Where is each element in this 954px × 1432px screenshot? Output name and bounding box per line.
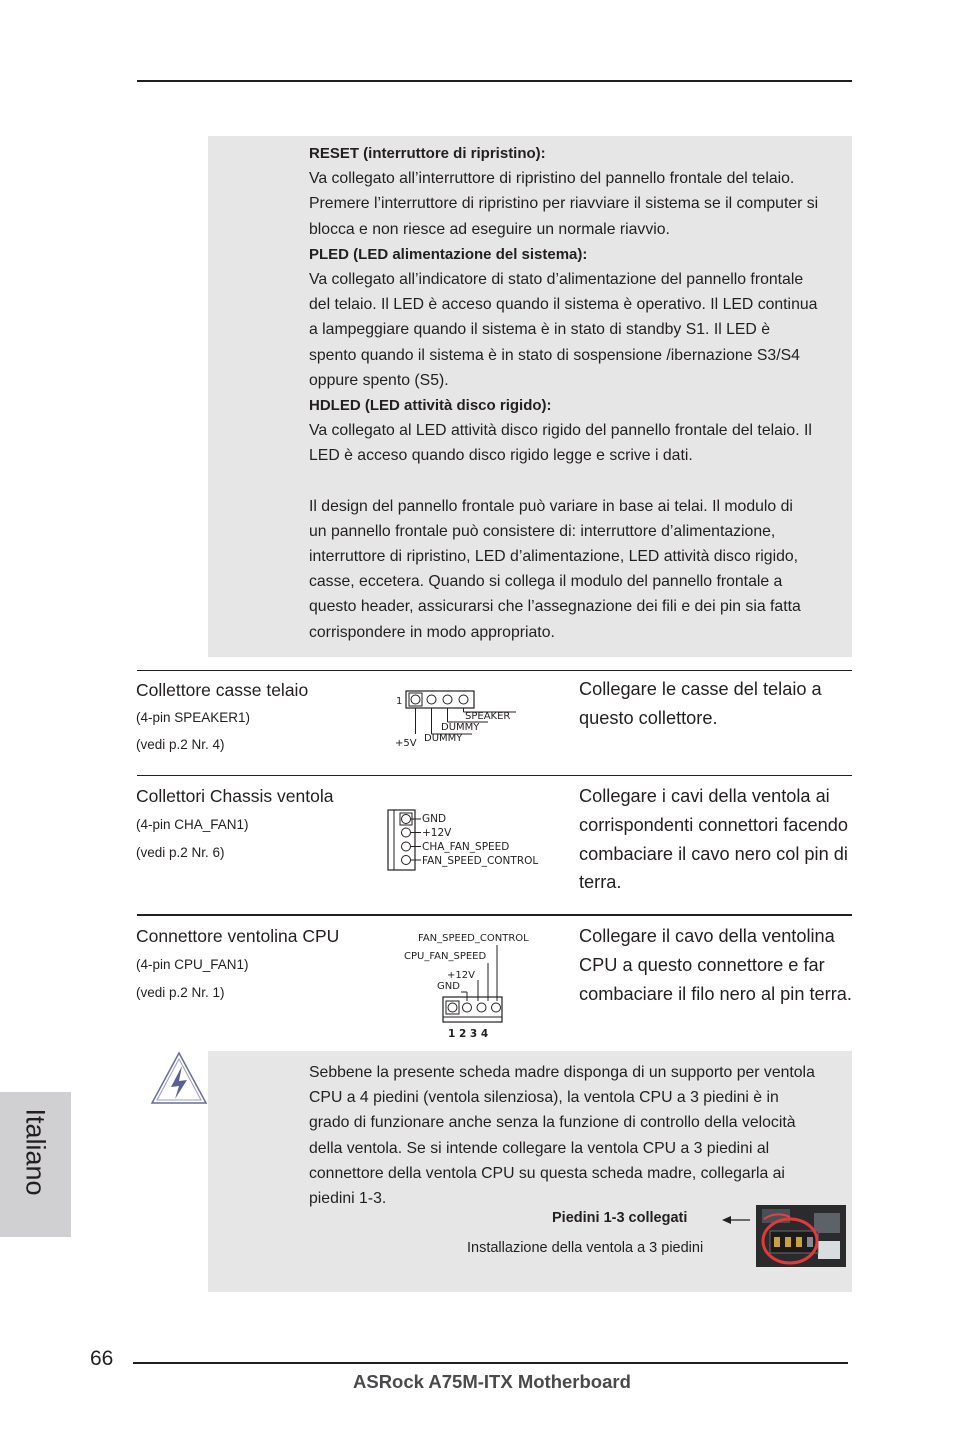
warning-icon: [148, 1050, 210, 1108]
pled-line: oppure spento (S5).: [309, 371, 449, 389]
design-line: corrispondere in modo appropriato.: [309, 623, 555, 641]
section-rule: [137, 775, 852, 776]
dummy-label: DUMMY: [424, 733, 463, 744]
dummy-label: DUMMY: [441, 722, 480, 733]
caution-note-text: [309, 1060, 854, 1211]
pin-numbers: 1 2 3 4: [448, 1028, 489, 1040]
cpu-fan-ref: (vedi p.2 Nr. 1): [136, 985, 225, 1000]
speaker-header-ref: (vedi p.2 Nr. 4): [136, 737, 225, 752]
v12-label: +12V: [447, 970, 475, 981]
design-line: interruttore di ripristino, LED d’alimentazione, LED attività disco rigido,: [309, 548, 799, 566]
pled-line: Va collegato all’indicatore di stato d’alimentazione del pannello frontale: [309, 271, 804, 289]
pled-line: a lampeggiare quando il sistema è in stato di standby S1. Il LED è: [309, 321, 771, 339]
footer-title: ASRock A75M-ITX Motherboard: [353, 1371, 631, 1392]
cpu-fan-pin: (4-pin CPU_FAN1): [136, 957, 249, 972]
speed-label: CHA_FAN_SPEED: [422, 841, 510, 853]
hdled-title: HDLED (LED attività disco rigido):: [309, 397, 552, 415]
page-number: 66: [90, 1347, 114, 1370]
cpu-fan-title: Connettore ventolina CPU: [136, 926, 340, 946]
speaker-header-title: Collettore casse telaio: [136, 680, 309, 700]
pins-connected-caption: Piedini 1-3 collegati: [552, 1210, 688, 1226]
pled-title: PLED (LED alimentazione del sistema):: [309, 245, 588, 263]
fan-connector-photo: [756, 1205, 846, 1267]
top-rule: [137, 80, 852, 82]
speaker-label: SPEAKER: [465, 711, 511, 722]
speaker-header-pin: (4-pin SPEAKER1): [136, 710, 251, 725]
chassis-fan-title: Collettori Chassis ventola: [136, 786, 334, 806]
design-line: Il design del pannello frontale può variare in base ai telai. Il modulo di: [309, 497, 793, 515]
control-label: FAN_SPEED_CONTROL: [422, 855, 539, 867]
note-line: connettore della ventola CPU su questa scheda madre, collegarla ai: [309, 1164, 785, 1182]
note-line: grado di funzionare anche senza la funzione di controllo della velocità: [309, 1114, 796, 1132]
footer-rule: [133, 1362, 848, 1364]
reset-title: RESET (interruttore di ripristino):: [309, 145, 546, 162]
language-tab-label: Italiano: [20, 1108, 51, 1196]
v12-label: +12V: [422, 827, 452, 839]
hdled-line: LED è acceso quando disco rigido legge e scrive i dati.: [309, 447, 693, 465]
pled-line: del telaio. Il LED è acceso quando il sistema è operativo. Il LED continua: [309, 296, 818, 314]
control-label: FAN_SPEED_CONTROL: [418, 933, 529, 944]
speed-label: CPU_FAN_SPEED: [404, 951, 487, 962]
note-line: piedini 1-3.: [309, 1190, 387, 1208]
cpu-fan-desc: Collegare il cavo della ventolina CPU a questo connettore e far combaciare il filo nero al pin terra.: [579, 926, 852, 1004]
arrow-left-icon: [722, 1213, 752, 1227]
chassis-fan-pin: (4-pin CHA_FAN1): [136, 817, 249, 832]
gnd-label: GND: [437, 981, 460, 992]
reset-line: Va collegato all’interruttore di ripristino del pannello frontale del telaio.: [309, 170, 795, 188]
gnd-label: GND: [422, 813, 447, 825]
hdled-line: Va collegato al LED attività disco rigido del pannello frontale del telaio. Il: [309, 422, 812, 440]
plus5v-label: +5V: [395, 738, 417, 749]
front-panel-text: [309, 141, 854, 645]
speaker-header-diagram: [392, 688, 532, 750]
chassis-fan-desc: Collegare i cavi della ventola ai corrispondenti connettori facendo combaciare il cavo nero col pin di terra.: [579, 786, 848, 893]
reset-line: blocca e non riesce ad eseguire un normale riavvio.: [309, 220, 670, 238]
note-line: CPU a 4 piedini (ventola silenziosa), la ventola CPU a 3 piedini è in: [309, 1089, 779, 1107]
design-line: un pannello frontale può consistere di: interruttore d’alimentazione,: [309, 522, 776, 540]
chassis-fan-ref: (vedi p.2 Nr. 6): [136, 845, 225, 860]
design-line: casse, eccetera. Quando si collega il modulo del pannello frontale a: [309, 573, 783, 591]
note-line: Sebbene la presente scheda madre disponga di un supporto per ventola: [309, 1064, 815, 1081]
section-rule: [137, 914, 852, 916]
design-line: questo header, assicurarsi che l’assegnazione dei fili e dei pin sia fatta: [309, 598, 801, 616]
pin1-label: 1: [396, 696, 403, 707]
chassis-fan-diagram: [386, 808, 554, 872]
speaker-header-desc: Collegare le casse del telaio a questo collettore.: [579, 679, 822, 728]
pled-line: spento quando il sistema è in stato di sospensione /ibernazione S3/S4: [309, 346, 800, 364]
reset-line: Premere l’interruttore di ripristino per riavviare il sistema se il computer si: [309, 195, 819, 213]
section-rule: [137, 670, 852, 671]
note-line: della ventola. Se si intende collegare la ventola CPU a 3 piedini al: [309, 1139, 770, 1157]
fan-install-caption: Installazione della ventola a 3 piedini: [467, 1240, 704, 1256]
cpu-fan-diagram: [400, 928, 540, 1040]
